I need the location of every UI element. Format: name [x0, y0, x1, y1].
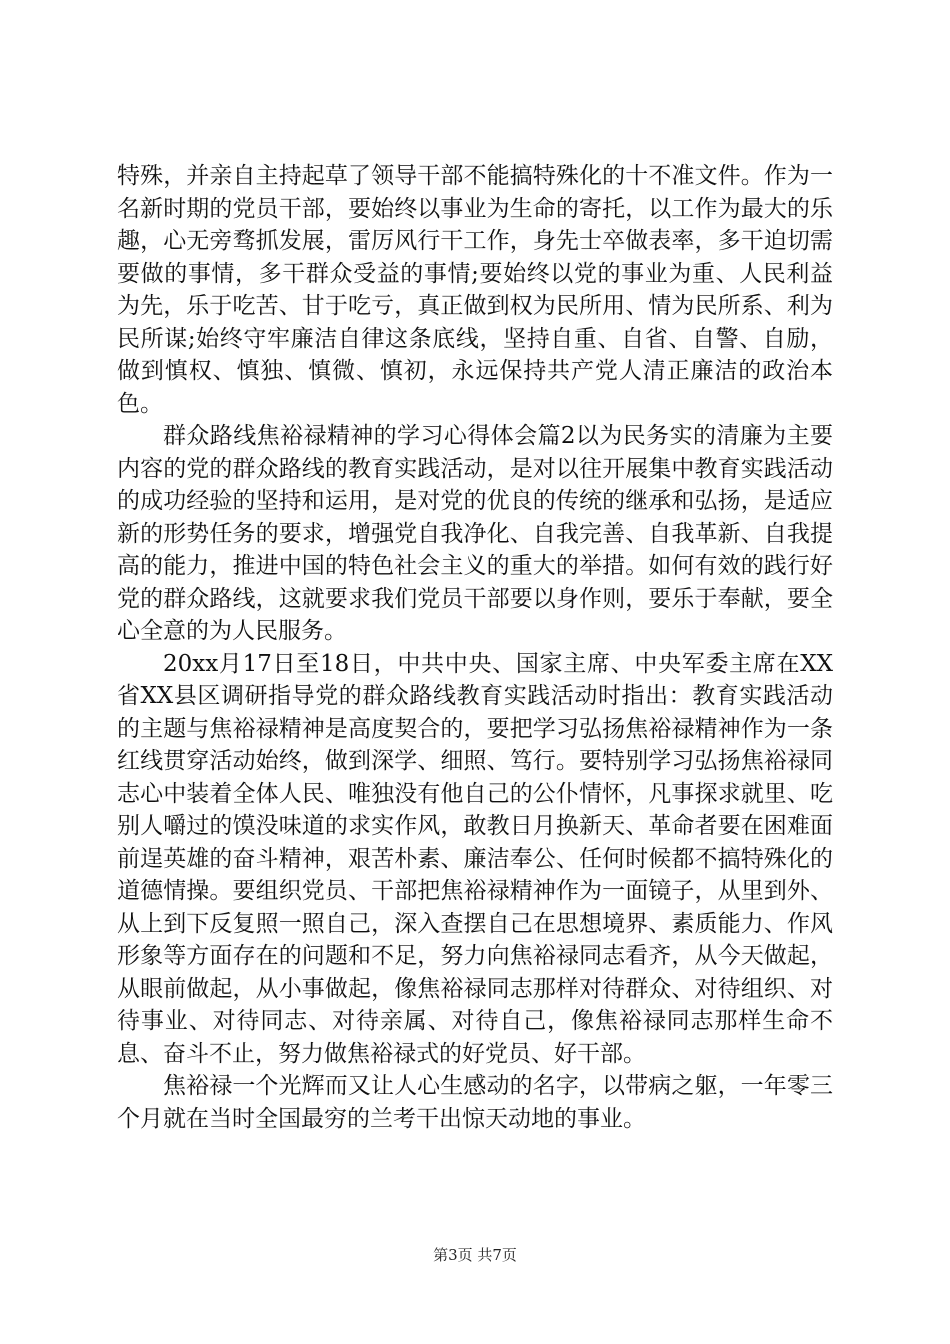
- paragraph-3: 20xx月17日至18日，中共中央、国家主席、中央军委主席在XX省XX县区调研指导党的群众路线教育实践活动时指出：教育实践活动的主题与焦裕禄精神是高度契合的，要把学习弘扬焦裕禄精神作为一条红线贯穿活动始终，做到深学、细照、笃行。要特别学习弘扬焦裕禄同志心中装着全体人民、唯独没有他自己的公仆情怀，凡事探求就里、吃别人嚼过的馍没味道的求实作风，敢教日月换新天、革命者要在困难面前逞英雄的奋斗精神，艰苦朴素、廉洁奉公、任何时候都不搞特殊化的道德情操。要组织党员、干部把焦裕禄精神作为一面镜子，从里到外、从上到下反复照一照自己，深入查摆自己在思想境界、素质能力、作风形象等方面存在的问题和不足，努力向焦裕禄同志看齐，从今天做起，从眼前做起，从小事做起，像焦裕禄同志那样对待群众、对待组织、对待事业、对待同志、对待亲属、对待自己，像焦裕禄同志那样生命不息、奋斗不止，努力做焦裕禄式的好党员、好干部。: [117, 650, 833, 1067]
- paragraph-4: 焦裕禄一个光辉而又让人心生感动的名字，以带病之躯，一年零三个月就在当时全国最穷的兰考干出惊天动地的事业。: [117, 1073, 833, 1132]
- paragraph-2: 群众路线焦裕禄精神的学习心得体会篇2以为民务实的清廉为主要内容的党的群众路线的教育实践活动，是对以往开展集中教育实践活动的成功经验的坚持和运用，是对党的优良的传统的继承和弘扬，是适应新的形势任务的要求，增强党自我净化、自我完善、自我革新、自我提高的能力，推进中国的特色社会主义的重大的举措。如何有效的践行好党的群众路线，这就要求我们党员干部要以身作则，要乐于奉献，要全心全意的为人民服务。: [117, 423, 833, 644]
- document-body: [117, 160, 833, 1135]
- paragraph-1: 特殊，并亲自主持起草了领导干部不能搞特殊化的十不准文件。作为一名新时期的党员干部，要始终以事业为生命的寄托，以工作为最大的乐趣，心无旁骛抓发展，雷厉风行干工作，身先士卒做表率，多干迫切需要做的事情，多干群众受益的事情;要始终以党的事业为重、人民利益为先，乐于吃苦、甘于吃亏，真正做到权为民所用、情为民所系、利为民所谋;始终守牢廉洁自律这条底线，坚持自重、自省、自警、自励，做到慎权、慎独、慎微、慎初，永远保持共产党人清正廉洁的政治本色。: [117, 163, 833, 417]
- page-footer: 第3页 共7页: [433, 1246, 517, 1264]
